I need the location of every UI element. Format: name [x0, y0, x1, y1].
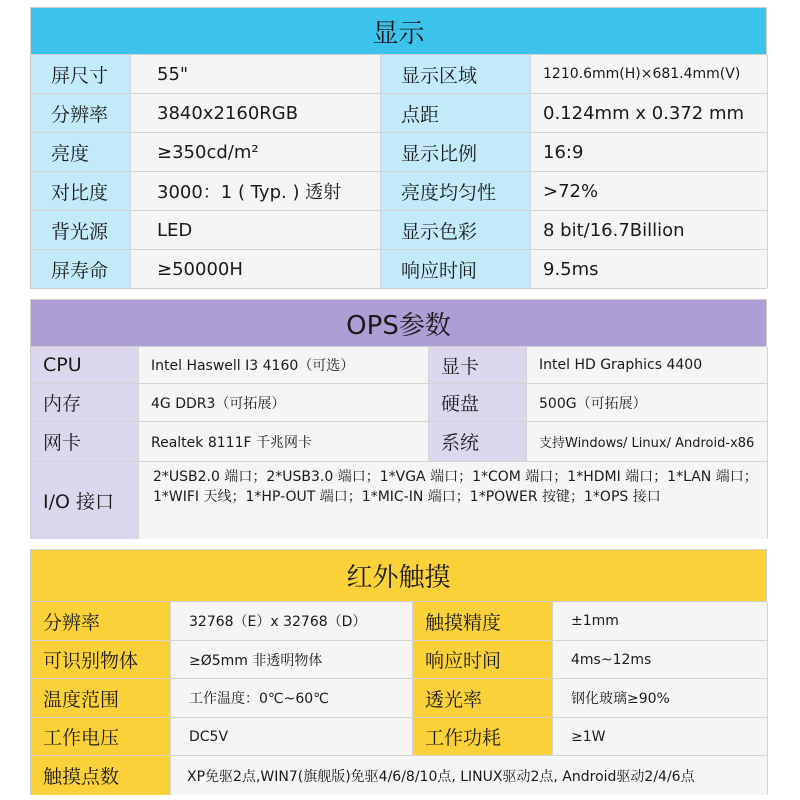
row-value: 32768（E）x 32768（D） — [171, 602, 413, 641]
row-label: 响应时间 — [413, 641, 553, 679]
ops-spec-table — [30, 299, 767, 539]
row-value: 钢化玻璃≥90% — [553, 679, 768, 718]
touch-points-value: XP免驱2点,WIN7(旗舰版)免驱4/6/8/10点, LINUX驱动2点, Android驱动2/4/6点 — [171, 756, 768, 795]
row-value: 55" — [131, 55, 381, 94]
row-label: CPU — [31, 347, 139, 384]
row-value: 16:9 — [531, 133, 768, 172]
row-label: 显示比例 — [381, 133, 531, 172]
row-label: I/O 接口 — [31, 462, 139, 539]
row-value: ≥350cd/m² — [131, 133, 381, 172]
row-label: 显示区域 — [381, 55, 531, 94]
row-label: 系统 — [429, 422, 527, 462]
row-label: 屏尺寸 — [31, 55, 131, 94]
touch-section-title: 红外触摸 — [31, 550, 766, 602]
row-label: 硬盘 — [429, 384, 527, 422]
row-label: 工作电压 — [31, 718, 171, 756]
row-label: 亮度均匀性 — [381, 172, 531, 211]
io-ports-value: 2*USB2.0 端口；2*USB3.0 端口；1*VGA 端口；1*COM 端口；1*HDMI 端口；1*LAN 端口；1*WIFI 天线；1*HP-OUT 端口；1*MIC-IN 端口；1*POWER 按键；1*OPS 接口 — [139, 462, 768, 539]
row-label: 分辨率 — [31, 602, 171, 641]
row-label: 显示色彩 — [381, 211, 531, 250]
row-value: 3000：1 ( Typ. ) 透射 — [131, 172, 381, 211]
row-label: 透光率 — [413, 679, 553, 718]
row-label: 响应时间 — [381, 250, 531, 288]
row-label: 背光源 — [31, 211, 131, 250]
row-value: 4ms~12ms — [553, 641, 768, 679]
row-value: ≥50000H — [131, 250, 381, 288]
touch-spec-table — [30, 549, 767, 795]
row-value: 0.124mm x 0.372 mm — [531, 94, 768, 133]
row-value: ±1mm — [553, 602, 768, 641]
row-value: 支持Windows/ Linux/ Android-x86 — [527, 422, 768, 462]
row-label: 显卡 — [429, 347, 527, 384]
row-value: 4G DDR3（可拓展） — [139, 384, 429, 422]
row-label: 温度范围 — [31, 679, 171, 718]
row-label: 工作功耗 — [413, 718, 553, 756]
row-label: 内存 — [31, 384, 139, 422]
row-label: 触摸点数 — [31, 756, 171, 795]
display-section-title: 显示 — [31, 8, 766, 55]
row-value: 工作温度：0℃~60℃ — [171, 679, 413, 718]
row-label: 点距 — [381, 94, 531, 133]
row-value: 3840x2160RGB — [131, 94, 381, 133]
row-label: 触摸精度 — [413, 602, 553, 641]
row-value: ≥Ø5mm 非透明物体 — [171, 641, 413, 679]
row-label: 可识别物体 — [31, 641, 171, 679]
display-spec-table — [30, 7, 767, 289]
row-label: 对比度 — [31, 172, 131, 211]
row-value: 500G（可拓展） — [527, 384, 768, 422]
row-value: DC5V — [171, 718, 413, 756]
row-value: 8 bit/16.7Billion — [531, 211, 768, 250]
row-label: 分辨率 — [31, 94, 131, 133]
row-value: LED — [131, 211, 381, 250]
row-label: 屏寿命 — [31, 250, 131, 288]
row-value: ≥1W — [553, 718, 768, 756]
row-value: 1210.6mm(H)×681.4mm(V) — [531, 55, 768, 94]
row-label: 网卡 — [31, 422, 139, 462]
row-value: Intel Haswell I3 4160（可选） — [139, 347, 429, 384]
ops-section-title: OPS参数 — [31, 300, 766, 347]
row-value: Realtek 8111F 千兆网卡 — [139, 422, 429, 462]
row-value: >72% — [531, 172, 768, 211]
row-label: 亮度 — [31, 133, 131, 172]
row-value: 9.5ms — [531, 250, 768, 288]
row-value: Intel HD Graphics 4400 — [527, 347, 768, 384]
